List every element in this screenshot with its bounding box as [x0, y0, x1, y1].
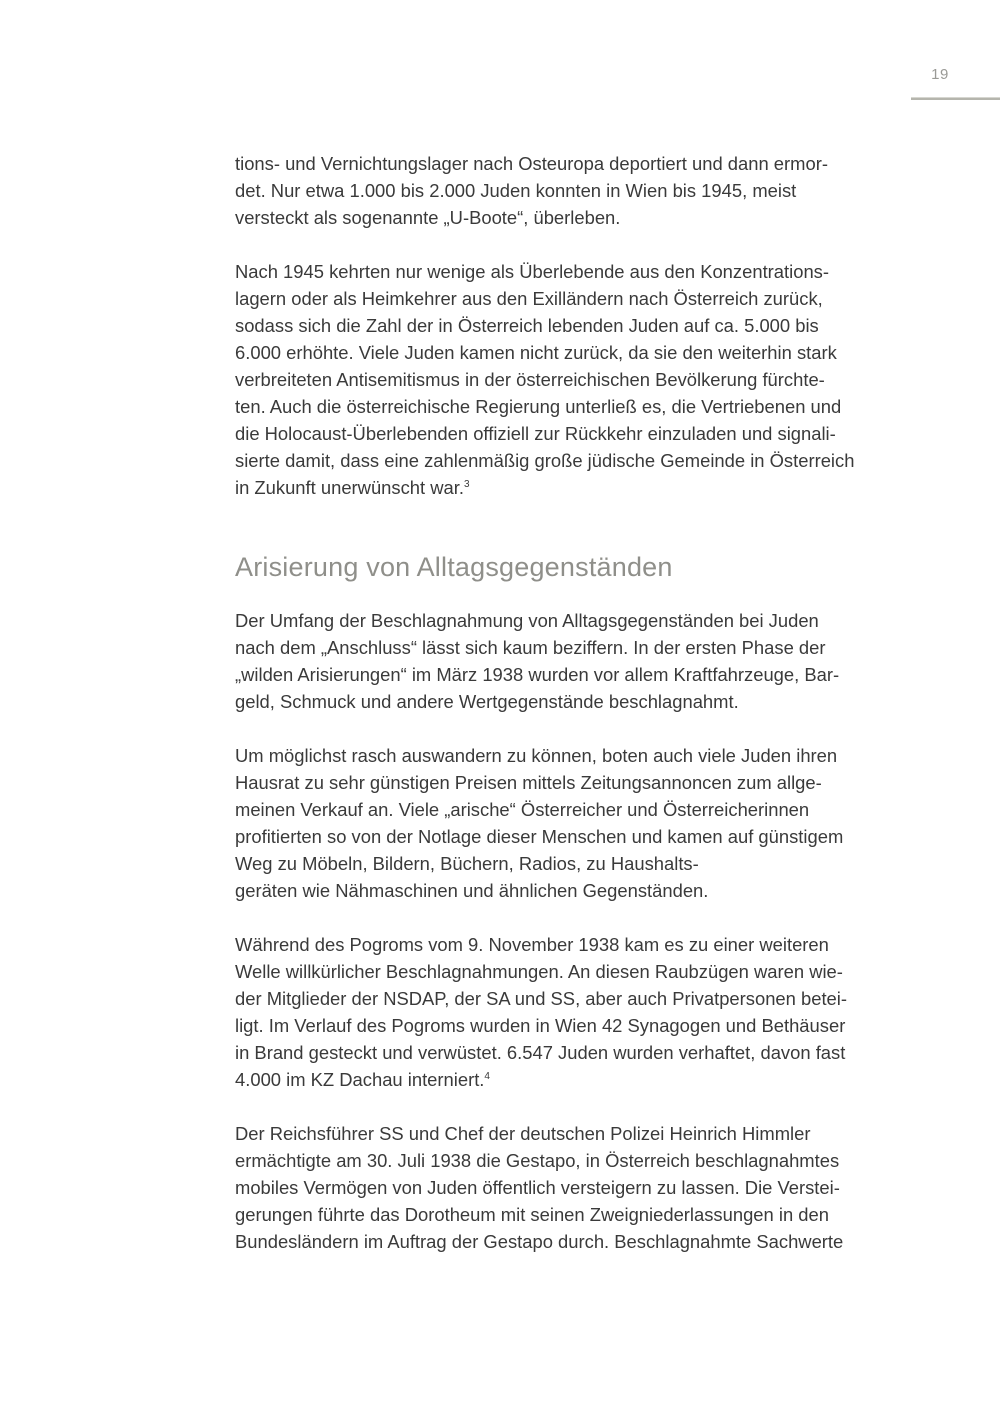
text-line: Weg zu Möbeln, Bildern, Büchern, Radios, zu Haushalts-	[235, 853, 699, 874]
text-line: die Holocaust-Überlebenden offiziell zur Rückkehr einzuladen und signali-	[235, 423, 836, 444]
text-line: det. Nur etwa 1.000 bis 2.000 Juden konnten in Wien bis 1945, meist	[235, 180, 797, 201]
text-line: sodass sich die Zahl der in Österreich lebenden Juden auf ca. 5.000 bis	[235, 315, 819, 336]
paragraph-section-2	[235, 742, 895, 904]
text-line: Der Umfang der Beschlagnahmung von Alltagsgegenständen bei Juden	[235, 610, 819, 631]
page-content	[235, 150, 895, 1282]
text-line: in Brand gesteckt und verwüstet. 6.547 Juden wurden verhaftet, davon fast	[235, 1042, 846, 1063]
text-line: Der Reichsführer SS und Chef der deutschen Polizei Heinrich Himmler	[235, 1123, 811, 1144]
text-line: „wilden Arisierungen“ im März 1938 wurden vor allem Kraftfahrzeuge, Bar-	[235, 664, 840, 685]
text-line: profitierten so von der Notlage dieser Menschen und kamen auf günstigem	[235, 826, 844, 847]
paragraph-section-3	[235, 931, 895, 1093]
page-number-rule	[911, 97, 1000, 100]
text-line: in Zukunft unerwünscht war.	[235, 477, 464, 498]
text-line: ermächtigte am 30. Juli 1938 die Gestapo, in Österreich beschlagnahmtes	[235, 1150, 840, 1171]
page-number: 19	[931, 66, 949, 83]
paragraph-section-4	[235, 1120, 895, 1255]
text-line: lagern oder als Heimkehrer aus den Exilländern nach Österreich zurück,	[235, 288, 823, 309]
text-line: mobiles Vermögen von Juden öffentlich versteigern zu lassen. Die Verstei-	[235, 1177, 840, 1198]
footnote-ref-4[interactable]: 4	[484, 1070, 490, 1082]
text-line-with-footnote	[235, 474, 895, 501]
text-line: 6.000 erhöhte. Viele Juden kamen nicht zurück, da sie den weiterhin stark	[235, 342, 837, 363]
text-line: versteckt als sogenannte „U-Boote“, überleben.	[235, 207, 621, 228]
text-line: ligt. Im Verlauf des Pogroms wurden in Wien 42 Synagogen und Bethäuser	[235, 1015, 846, 1036]
text-line-with-footnote	[235, 1066, 895, 1093]
footnote-ref-3[interactable]: 3	[463, 478, 470, 490]
text-line: der Mitglieder der NSDAP, der SA und SS, aber auch Privatpersonen betei-	[235, 988, 847, 1009]
text-line: Nach 1945 kehrten nur wenige als Überlebende aus den Konzentrations-	[235, 261, 829, 282]
text-line: 4.000 im KZ Dachau interniert.	[235, 1069, 485, 1090]
section-heading: Arisierung von Alltagsgegenständen	[235, 552, 673, 582]
text-line: tions- und Vernichtungslager nach Osteuropa deportiert und dann ermor-	[235, 153, 828, 174]
text-line: gerungen führte das Dorotheum mit seinen Zweigniederlassungen in den	[235, 1204, 829, 1225]
text-line: Während des Pogroms vom 9. November 1938 kam es zu einer weiteren	[235, 934, 829, 955]
text-line: verbreiteten Antisemitismus in der österreichischen Bevölkerung fürchte-	[235, 369, 825, 390]
text-line: Bundesländern im Auftrag der Gestapo durch. Beschlagnahmte Sachwerte	[235, 1231, 844, 1252]
paragraph-intro-1	[235, 150, 895, 231]
text-line: geld, Schmuck und andere Wertgegenstände beschlagnahmt.	[235, 691, 739, 712]
text-line: sierte damit, dass eine zahlenmäßig große jüdische Gemeinde in Österreich	[235, 450, 855, 471]
text-line: ten. Auch die österreichische Regierung unterließ es, die Vertriebenen und	[235, 396, 842, 417]
paragraph-intro-2	[235, 258, 895, 501]
text-line: Hausrat zu sehr günstigen Preisen mittels Zeitungsannoncen zum allge-	[235, 772, 822, 793]
text-line: geräten wie Nähmaschinen und ähnlichen Gegenständen.	[235, 880, 709, 901]
text-line: Welle willkürlicher Beschlagnahmungen. An diesen Raubzügen waren wie-	[235, 961, 843, 982]
text-line: meinen Verkauf an. Viele „arische“ Österreicher und Österreicherinnen	[235, 799, 810, 820]
text-line: Um möglichst rasch auswandern zu können, boten auch viele Juden ihren	[235, 745, 838, 766]
text-line: nach dem „Anschluss“ lässt sich kaum beziffern. In der ersten Phase der	[235, 637, 826, 658]
paragraph-section-1	[235, 607, 895, 715]
